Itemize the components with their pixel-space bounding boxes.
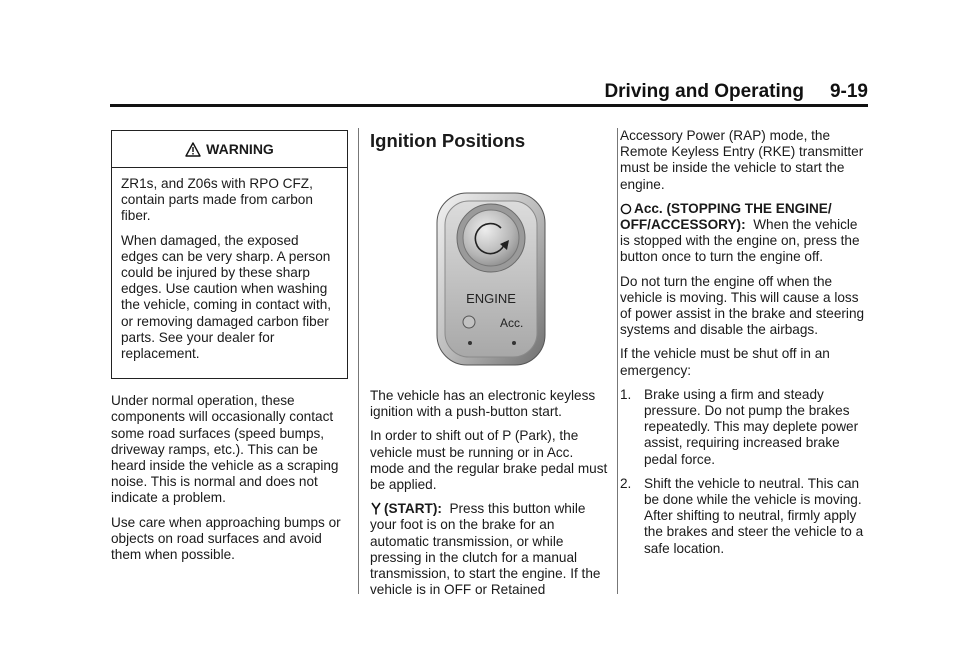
warning-box — [111, 130, 348, 379]
warning-icon — [185, 142, 201, 157]
acc-label: Acc. — [500, 316, 524, 330]
header-rule — [110, 104, 868, 107]
panel-dot — [512, 341, 516, 345]
start-paragraph — [370, 501, 610, 598]
page-number: 9-19 — [829, 81, 868, 102]
body-paragraph: In order to shift out of P (Park), the vehicle must be running or in Acc. mode and the regular brake pedal must be applied. — [370, 428, 608, 493]
start-key-icon — [370, 502, 382, 515]
body-paragraph: Do not turn the engine off when the vehicle is moving. This will cause a loss of power assist in the brake and steering systems and disable the airbags. — [620, 273, 865, 338]
emergency-steps-list — [620, 387, 870, 557]
list-item — [620, 476, 870, 557]
warning-header — [121, 131, 338, 167]
list-number: 1. — [620, 386, 632, 402]
section-name: Driving and Operating — [604, 81, 804, 102]
start-text: Press this button while your foot is on the brake for an automatic transmission, or while pressing in the clutch for a manual transmission, to start the engine. If the vehicle is in OFF or Retained — [370, 501, 601, 598]
acc-circle-icon — [620, 203, 632, 215]
warning-paragraph: When damaged, the exposed edges can be very sharp. A person could be injured by these sharp edges. Use caution when washing the vehicle, coming in contact with, or removing damaged carbon fiber parts. See your dealer for replacement. — [121, 232, 332, 362]
warning-paragraph: ZR1s, and Z06s with RPO CFZ, contain parts made from carbon fiber. — [121, 176, 313, 224]
body-paragraph: The vehicle has an electronic keyless ignition with a push-button start. — [370, 388, 596, 420]
warning-title: WARNING — [206, 140, 274, 157]
body-paragraph: Under normal operation, these components will occasionally contact some road surfaces (speed bumps, driveway ramps, etc.). This can be heard inside the vehicle as a scraping noise. This is normal and does not indicate a problem. — [111, 393, 339, 506]
list-number: 2. — [620, 475, 632, 491]
column-2 — [370, 128, 610, 606]
start-label: (START): — [384, 501, 442, 517]
column-divider-2 — [617, 128, 618, 594]
list-text: Brake using a firm and steady pressure. Do not pump the brakes repeatedly. This may deplete power assist, requiring increased brake pedal force. — [644, 386, 859, 467]
list-text: Shift the vehicle to neutral. This can be done while the vehicle is moving. After shifting to neutral, firmly apply the brakes and steer the vehicle to a safe location. — [644, 475, 864, 556]
acc-label: Acc. (STOPPING THE ENGINE/ OFF/ACCESSORY): — [620, 200, 832, 233]
column-divider-1 — [358, 128, 359, 594]
body-paragraph: Accessory Power (RAP) mode, the Remote Keyless Entry (RKE) transmitter must be inside the vehicle to start the engine. — [620, 128, 864, 192]
acc-paragraph — [620, 201, 870, 266]
panel-dot — [468, 341, 472, 345]
body-paragraph: Use care when approaching bumps or objects on road surfaces and avoid them when possible. — [111, 514, 341, 563]
acc-indicator-light — [463, 316, 475, 328]
ignition-button-illustration — [370, 190, 610, 368]
engine-label: ENGINE — [466, 291, 516, 306]
ignition-knob — [463, 210, 519, 266]
page-header — [110, 80, 868, 104]
column-3 — [620, 128, 870, 565]
acc-text: When the vehicle is stopped with the engine on, press the button once to turn the engine off. — [620, 217, 860, 265]
column-1 — [111, 130, 349, 571]
warning-divider — [112, 167, 347, 168]
body-paragraph: If the vehicle must be shut off in an emergency: — [620, 346, 830, 378]
list-item — [620, 387, 870, 468]
section-title: Ignition Positions — [370, 130, 526, 151]
